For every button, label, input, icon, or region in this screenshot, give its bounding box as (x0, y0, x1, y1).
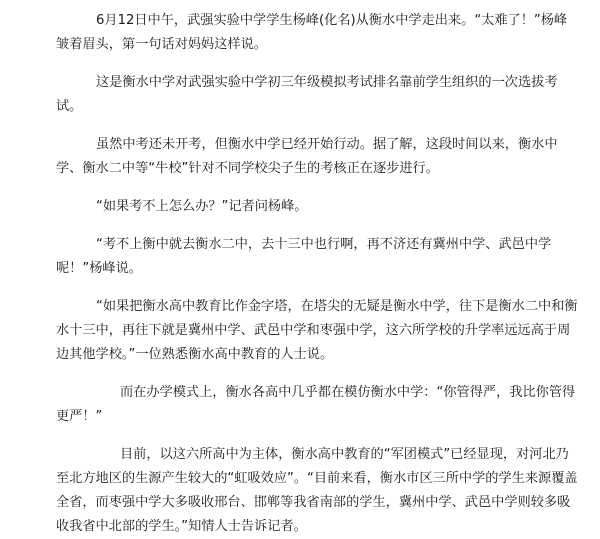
paragraph-school-action: 虽然中考还未开考，但衡水中学已经开始行动。据了解，这段时间以来，衡水中学、衡水二中等“牛校”针对不同学校尖子生的考核正在逐步进行。 (56, 137, 558, 176)
paragraph-student-answer: “考不上衡中就去衡水二中，去十三中也行啊，再不济还有冀州中学、武邑中学呢！”杨峰说。 (56, 237, 552, 276)
paragraph-reporter-question: “如果考不上怎么办？”记者问杨峰。 (96, 199, 308, 214)
paragraph-pyramid: “如果把衡水高中教育比作金字塔，在塔尖的无疑是衡水中学，往下是衡水二中和衡水十三中，再往下就是冀州中学、武邑中学和枣强中学，这六所学校的升学率远远高于周边其他学校。”一位熟悉衡水高中教育的人士说。 (56, 299, 578, 362)
paragraph-selection-exam: 这是衡水中学对武强实验中学初三年级模拟考试排名靠前学生组织的一次选拔考试。 (56, 75, 558, 114)
paragraph-siphon-effect: 目前，以这六所高中为主体，衡水高中教育的“军团模式”已经显现，对河北乃至北方地区的生源产生较大的“虹吸效应”。“目前来看，衡水市区三所中学的学生来源覆盖全省，而枣强中学大多吸收邢台、邯郸等我省南部的学生，冀州中学、武邑中学则较多吸收我省中北部的学生。”知情人士告诉记者。 (56, 447, 578, 534)
paragraph-intro: 6月12日中午，武强实验中学学生杨峰(化名)从衡水中学走出来。“太难了！”杨峰皱着眉头，第一句话对妈妈这样说。 (56, 13, 568, 52)
paragraph-school-model: 而在办学模式上，衡水各高中几乎都在模仿衡水中学：“你管得严，我比你管得更严！” (56, 385, 576, 424)
